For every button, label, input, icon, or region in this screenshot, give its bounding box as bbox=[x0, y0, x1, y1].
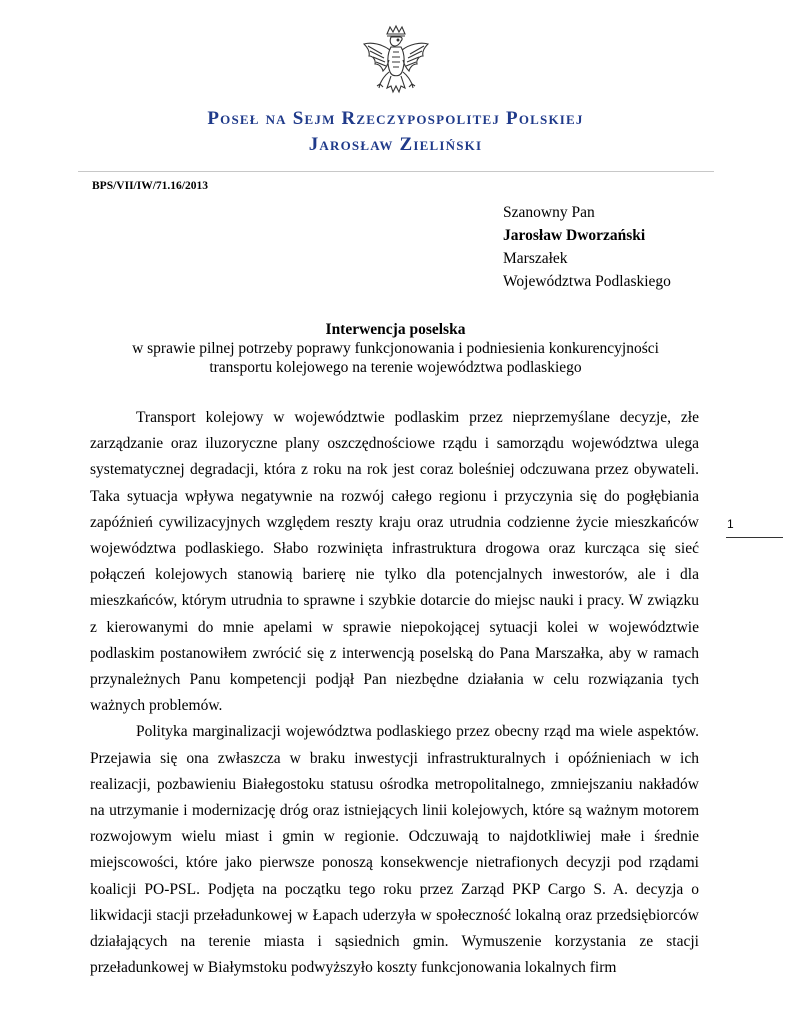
subject-title: Interwencja poselska bbox=[325, 321, 466, 338]
addressee-institution: Województwa Podlaskiego bbox=[503, 273, 671, 290]
subject-line: w sprawie pilnej potrzeby poprawy funkcjonowania i podniesienia konkurencyjności bbox=[132, 340, 659, 357]
subject-block bbox=[0, 320, 791, 377]
addressee-salutation: Szanowny Pan bbox=[503, 204, 595, 221]
addressee-block bbox=[503, 201, 671, 293]
header-title: Poseł na Sejm Rzeczypospolitej Polskiej bbox=[207, 108, 584, 129]
polish-eagle-emblem-icon bbox=[360, 24, 432, 104]
header-divider bbox=[78, 171, 714, 172]
letter-body bbox=[90, 405, 699, 981]
reference-number: BPS/VII/IW/71.16/2013 bbox=[92, 180, 208, 192]
page-number-underline bbox=[726, 537, 783, 538]
header-name: Jarosław Zieliński bbox=[308, 134, 483, 155]
addressee-name: Jarosław Dworzański bbox=[503, 227, 646, 244]
page-number: 1 bbox=[727, 517, 734, 531]
body-paragraph: Transport kolejowy w województwie podlaskim przez nieprzemyślane decyzje, złe zarządzanie oraz iluzoryczne plany oszczędnościowe rządu i samorządu województwa ulega systematycznej degradacji, która z roku na rok jest coraz boleśniej odczuwana przez obywateli. Taka sytuacja wpływa negatywnie na rozwój całego regionu i przyczynia się do pogłębiania zapóźnień cywilizacyjnych względem reszty kraju oraz utrudnia codzienne życie mieszkańców województwa podlaskiego. Słabo rozwinięta infrastruktura drogowa oraz kurcząca się sieć połączeń kolejowych stanowią barierę nie tylko dla potencjalnych inwestorów, ale i dla mieszkańców, którym utrudnia to sprawne i szybkie dotarcie do miejsc nauki i pracy. W związku z kierowanymi do mnie apelami w sprawie niepokojącej sytuacji kolei w województwie podlaskim postanowiłem zwrócić się z interwencją poselską do Pana Marszałka, aby w ramach przynależnych Panu kompetencji podjął Pan niezbędne działania w celu rozwiązania tych ważnych problemów. bbox=[90, 409, 699, 715]
body-paragraph: Polityka marginalizacji województwa podlaskiego przez obecny rząd ma wiele aspektów. Przejawia się ona zwłaszcza w braku inwestycji infrastrukturalnych i opóźnieniach w ich realizacji, pozbawieniu Białegostoku statusu ośrodka metropolitalnego, zmniejszaniu nakładów na utrzymanie i modernizację dróg oraz istniejących linii kolejowych, które są ważnym motorem rozwojowym wielu miast i gmin w regionie. Odczuwają to najdotkliwiej małe i średnie miejscowości, które jako pierwsze ponoszą konsekwencje nietrafionych decyzji pod rządami koalicji PO-PSL. Podjęta na początku tego roku przez Zarząd PKP Cargo S. A. decyzja o likwidacji stacji przeładunkowej w Łapach uderzyła w społeczność lokalną oraz przedsiębiorców działających na terenie miasta i sąsiednich gmin. Wymuszenie korzystania ze stacji przeładunkowej w Białymstoku podwyższyło koszty funkcjonowania lokalnych firm bbox=[90, 723, 699, 977]
subject-line: transportu kolejowego na terenie województwa podlaskiego bbox=[209, 359, 582, 376]
addressee-position: Marszałek bbox=[503, 250, 568, 267]
